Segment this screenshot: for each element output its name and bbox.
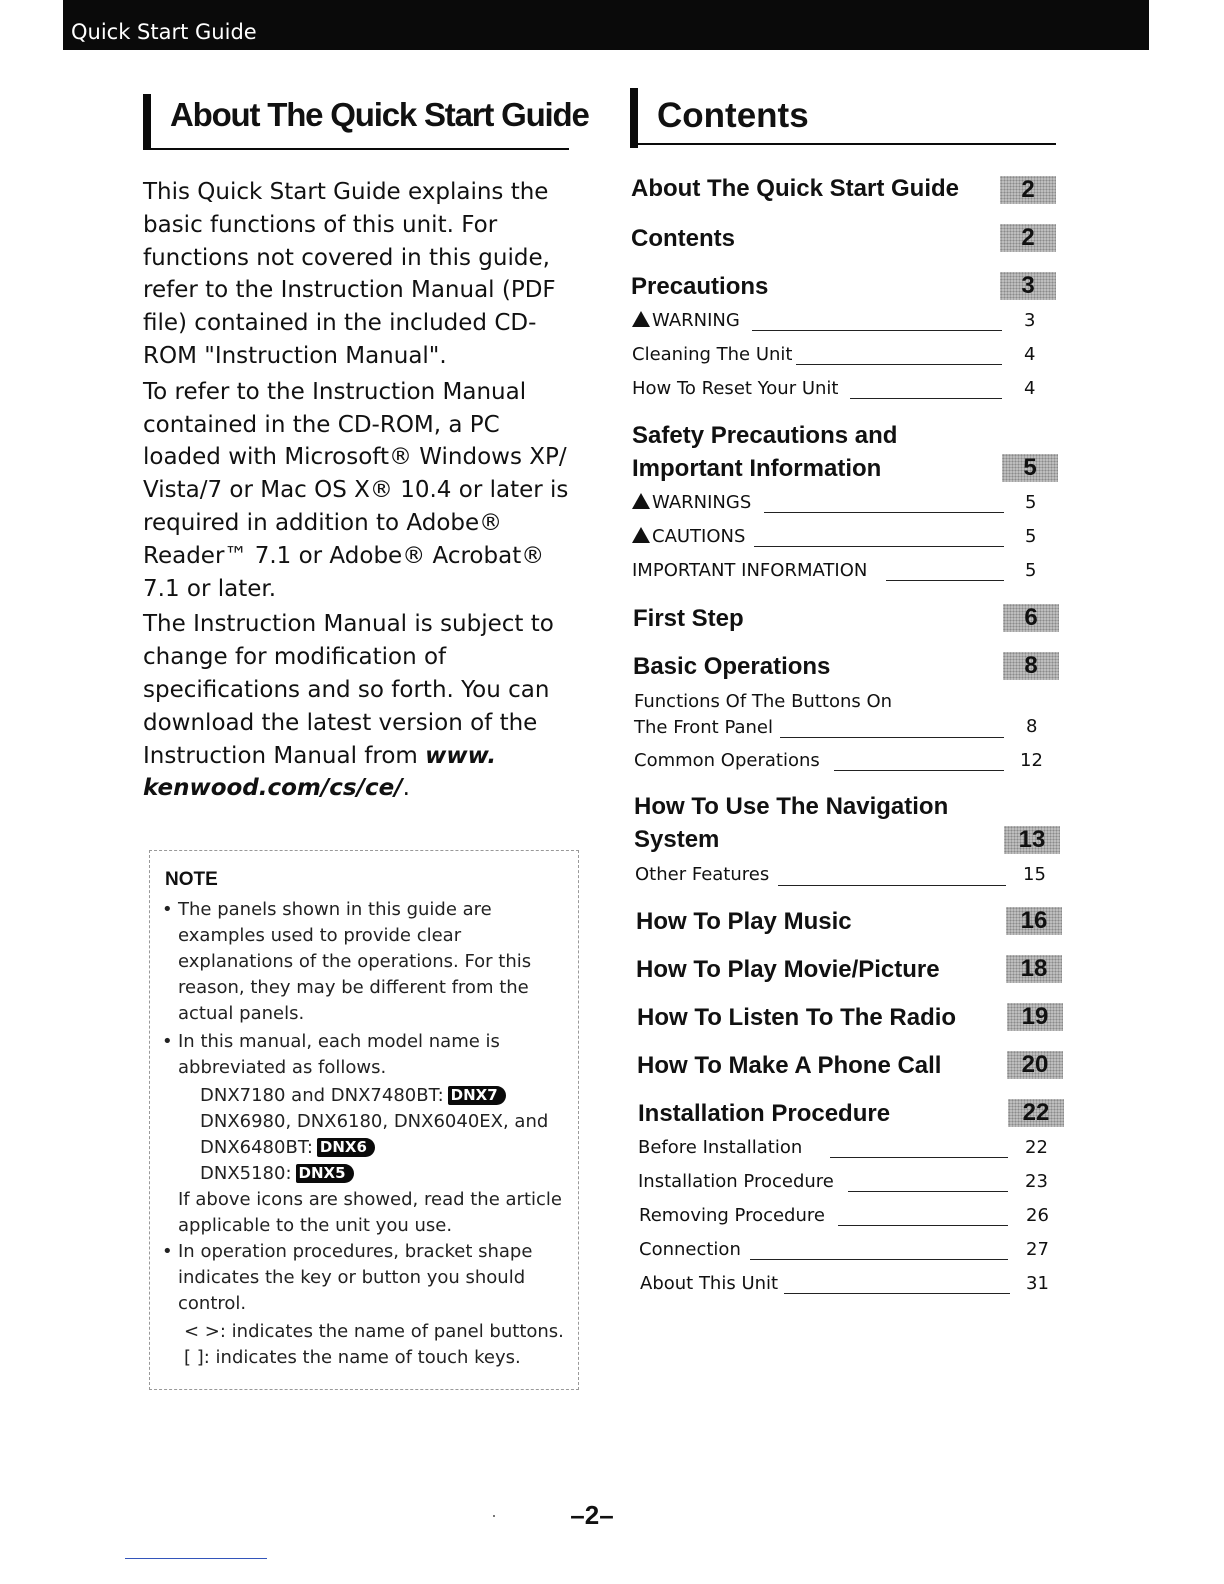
model-line <box>162 1135 574 1161</box>
dnx5-icon: DNX5 <box>296 1164 354 1183</box>
warning-triangle-icon <box>632 527 650 543</box>
toc-section-title[interactable]: Precautions <box>631 273 769 300</box>
toc-section-title[interactable]: First Step <box>633 605 744 632</box>
toc-item[interactable]: Before Installation <box>638 1137 803 1158</box>
about-intro <box>143 176 573 808</box>
toc-item[interactable]: IMPORTANT INFORMATION <box>632 560 868 581</box>
toc-page-badge[interactable]: 19 <box>1007 1003 1063 1031</box>
toc-item[interactable]: Functions Of The Buttons On The Front Panel <box>634 691 893 738</box>
note-bullet: • In this manual, each model name is abbreviated as follows. <box>162 1031 500 1078</box>
about-heading-text: About The Quick Start Guide <box>170 96 589 133</box>
toc-item-page[interactable]: 26 <box>1026 1205 1049 1226</box>
bottom-link-underline <box>125 1558 267 1559</box>
toc-item[interactable] <box>632 491 751 515</box>
models-note: If above icons are showed, read the article applicable to the unit you use. <box>178 1189 562 1236</box>
model-text: DNX7180 and DNX7480BT: <box>200 1085 444 1106</box>
model-text: DNX5180: <box>200 1163 292 1184</box>
about-paragraph-1: This Quick Start Guide explains the basic functions of this unit. For functions not covered in this guide, refer to the Instruction Manual (PDF file) contained in the included CD-ROM "Instruction Manual". <box>143 179 556 369</box>
contents-heading <box>630 88 1056 150</box>
toc-leader-line <box>886 580 1004 581</box>
about-paragraph-3-end: . <box>402 775 410 802</box>
page-number: –2– <box>570 1500 614 1530</box>
panel-button-key-line: < >: indicates the name of panel buttons. <box>184 1321 564 1342</box>
about-paragraph-2: To refer to the Instruction Manual contained in the CD-ROM, a PC loaded with Microsoft® Windows XP/ Vista/7 or Mac OS X® 10.4 or later is required in addition to Adobe® Reader™ 7.1 or Adobe® Acrobat® 7.1 or later. <box>143 378 569 602</box>
kenwood-url-link[interactable]: www. kenwood.com/cs/ce/ <box>143 742 497 802</box>
warning-triangle-icon <box>632 493 650 509</box>
warning-triangle-icon <box>632 311 650 327</box>
note-title: NOTE <box>165 869 218 890</box>
toc-section-title[interactable]: About The Quick Start Guide <box>631 175 960 202</box>
model-line <box>162 1161 574 1187</box>
contents-heading-text: Contents <box>657 96 809 135</box>
toc-page-badge[interactable]: 8 <box>1003 652 1059 680</box>
model-line <box>162 1109 574 1135</box>
stray-dot <box>493 1515 495 1517</box>
toc-item-page[interactable]: 3 <box>1024 310 1036 331</box>
about-paragraph-3 <box>143 608 573 805</box>
model-text: DNX6980, DNX6180, DNX6040EX, and <box>200 1111 549 1132</box>
toc-leader-line <box>830 1157 1008 1158</box>
toc-item[interactable] <box>632 525 745 549</box>
touch-key-line: [ ]: indicates the name of touch keys. <box>184 1347 521 1368</box>
toc-item-page[interactable]: 22 <box>1025 1137 1048 1158</box>
toc-section-title[interactable]: How To Use The Navigation System <box>634 793 949 853</box>
toc-item[interactable]: Connection <box>639 1239 741 1260</box>
note-box <box>149 850 579 1390</box>
heading-rule <box>630 143 1056 145</box>
toc-item[interactable]: Common Operations <box>634 750 820 771</box>
toc-item[interactable]: Removing Procedure <box>639 1205 825 1226</box>
toc-leader-line <box>764 512 1004 513</box>
toc-section-title[interactable]: How To Play Music <box>636 908 852 935</box>
note-bullet-text: In operation procedures, bracket shape indicates the key or button you should control. <box>178 1241 533 1314</box>
toc-page-badge[interactable]: 22 <box>1008 1099 1064 1127</box>
toc-leader-line <box>850 398 1002 399</box>
toc-item[interactable]: Cleaning The Unit <box>632 344 793 365</box>
toc-section-title[interactable]: How To Make A Phone Call <box>637 1052 942 1079</box>
toc-section-title[interactable]: How To Play Movie/Picture <box>636 956 940 983</box>
about-paragraph-3-text: The Instruction Manual is subject to change for modification of specifications and so forth. You can download the latest version of the Instruction Manual from <box>143 611 554 769</box>
toc-item-page[interactable]: 23 <box>1025 1171 1048 1192</box>
heading-rule <box>143 148 569 150</box>
toc-leader-line <box>780 737 1004 738</box>
toc-item-page[interactable]: 5 <box>1025 560 1037 581</box>
toc-page-badge[interactable]: 5 <box>1002 454 1058 482</box>
header-bar <box>63 0 1149 50</box>
toc-page-badge[interactable]: 3 <box>1000 272 1056 300</box>
heading-bar <box>630 88 638 148</box>
toc-page-badge[interactable]: 13 <box>1004 826 1060 854</box>
model-text: DNX6480BT: <box>200 1137 313 1158</box>
toc-item[interactable]: Other Features <box>635 864 770 885</box>
toc-leader-line <box>834 770 1004 771</box>
toc-section-title[interactable]: Basic Operations <box>633 653 831 680</box>
toc-item[interactable]: Installation Procedure <box>638 1171 834 1192</box>
toc-leader-line <box>848 1191 1008 1192</box>
toc-leader-line <box>838 1225 1008 1226</box>
toc-page-badge[interactable]: 18 <box>1006 955 1062 983</box>
note-bullet-text: The panels shown in this guide are examples used to provide clear explanations of the operations. For this reason, they may be different from the actual panels. <box>178 899 532 1024</box>
toc-item-page[interactable]: 15 <box>1023 864 1046 885</box>
toc-leader-line <box>752 330 1002 331</box>
note-bullet: • In operation procedures, bracket shape indicates the key or button you should control. <box>162 1241 533 1314</box>
toc-leader-line <box>750 1259 1008 1260</box>
toc-item-page[interactable]: 4 <box>1024 344 1036 365</box>
dnx6-icon: DNX6 <box>317 1138 375 1157</box>
toc-leader-line <box>754 546 1004 547</box>
dnx7-icon: DNX7 <box>448 1086 506 1105</box>
toc-page-badge[interactable]: 2 <box>1000 224 1056 252</box>
toc-section-title[interactable]: Safety Precautions and Important Information <box>632 422 898 482</box>
toc-item-page[interactable]: 8 <box>1026 716 1038 737</box>
toc-page-badge[interactable]: 6 <box>1003 604 1059 632</box>
note-bullet-text: In this manual, each model name is abbreviated as follows. <box>178 1031 500 1078</box>
toc-leader-line <box>784 1293 1010 1294</box>
toc-item-page[interactable]: 27 <box>1026 1239 1049 1260</box>
toc-item-page[interactable]: 12 <box>1020 750 1043 771</box>
header-title: Quick Start Guide <box>71 20 257 44</box>
toc-section-title[interactable]: Contents <box>631 225 735 252</box>
toc-item-page[interactable]: 5 <box>1025 492 1037 513</box>
model-line <box>162 1083 574 1109</box>
toc-item-label: WARNING <box>652 310 740 331</box>
toc-item-page[interactable]: 5 <box>1025 526 1037 547</box>
toc-item-label: WARNINGS <box>652 492 752 513</box>
toc-item[interactable]: How To Reset Your Unit <box>632 378 839 399</box>
heading-bar <box>143 94 151 150</box>
toc-item-page[interactable]: 4 <box>1024 378 1036 399</box>
toc-page-badge[interactable]: 2 <box>1000 176 1056 204</box>
toc-page-badge[interactable]: 20 <box>1007 1051 1063 1079</box>
note-bullet: • The panels shown in this guide are examples used to provide clear explanations of the operations. For this reason, they may be different from the actual panels. <box>162 899 532 1024</box>
note-body <box>162 897 574 1371</box>
toc-leader-line <box>778 885 1006 886</box>
toc-section-title[interactable]: How To Listen To The Radio <box>637 1004 957 1031</box>
toc-leader-line <box>796 364 1002 365</box>
toc-page-badge[interactable]: 16 <box>1006 907 1062 935</box>
about-heading <box>143 88 589 150</box>
toc-item[interactable] <box>632 309 740 333</box>
toc-item-page[interactable]: 31 <box>1026 1273 1049 1294</box>
toc-section-title[interactable]: Installation Procedure <box>638 1100 891 1127</box>
toc-item-label: CAUTIONS <box>652 526 746 547</box>
toc-item[interactable]: About This Unit <box>640 1273 779 1294</box>
